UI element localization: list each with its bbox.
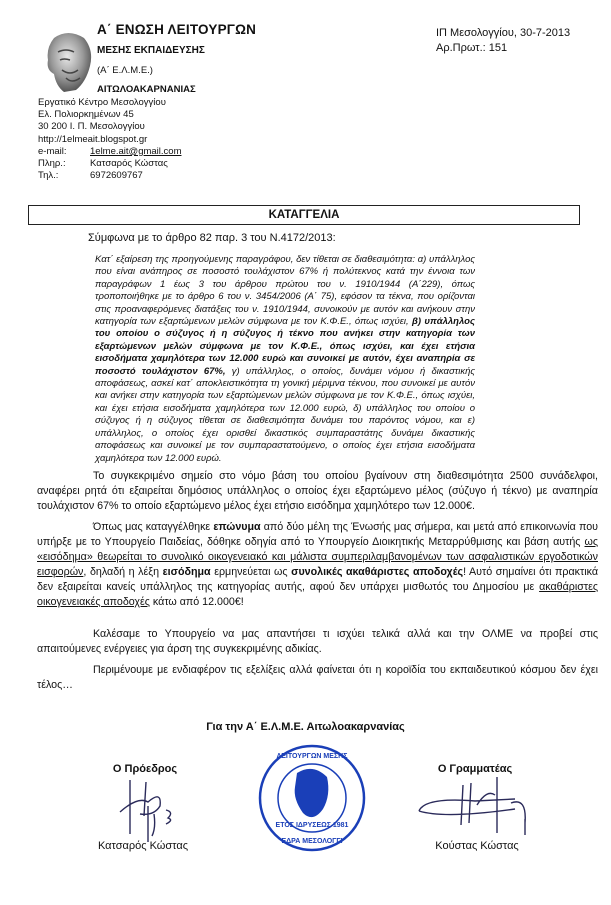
contact-email — [38, 146, 181, 158]
paragraph-text: Καλέσαμε το Υπουργείο να μας απαντήσει τι ισχύει τελικά αλλά και την ΟΛΜΕ να προβεί στις απαιτούμενες ενέργειες για άρση της συγκεκριμένης αδικίας. — [37, 628, 598, 655]
law-quote — [95, 254, 475, 465]
quote-text: Κατ΄ εξαίρεση της προηγούμενης παραγράφου, δεν τίθεται σε διαθεσιμότητα: α) υπάλληλος που είναι ανάπηρος σε ποσοστό τουλάχιστον 67% ή πολύτεκνος κατά την έννοια των παραγράφων 1 έως 3 του άρθρου πρώτου του ν. 1910/1944 (Α΄229), όπως τροποποιήθηκε με το άρθρο 6 του ν. 3454/2006 (Α΄ 75), εφόσον τα τέκνα, που ορίζονται στις προαναφερόμενες διατάξεις του ν. 1910/1944, συνοικούν με αυτόν και ανήκουν στην κατηγορία των εξαρτώμενων μελών σύμφωνα με τον Κ.Φ.Ε., όπως ισχύει, — [95, 254, 475, 328]
svg-text:ΛΕΙΤΟΥΡΓΩΝ ΜΕΣΗΣ: ΛΕΙΤΟΥΡΓΩΝ ΜΕΣΗΣ — [276, 753, 348, 760]
org-region: ΑΙΤΩΛΟΑΚΑΡΝΑΝΙΑΣ — [97, 84, 196, 95]
contact-person — [38, 158, 181, 170]
contact-label: e-mail: — [38, 145, 67, 157]
date-protocol — [436, 26, 570, 56]
paragraph-text: από δύο μέλη της Ένωσής μας σήμερα, και μετά από επικοινωνία που υπήρξε με το Υπουργείο Παιδείας, δόθηκε οδηγία από το Υπουργείο Διοικητικής Μεταρρύθμισης και βάση αυτής — [37, 521, 598, 548]
secretary-role: Ο Γραμματέας — [437, 763, 513, 775]
place-date: ΙΠ Μεσολογγίου, 30-7-2013 — [436, 27, 571, 39]
org-abbreviation: (Α΄ Ε.Λ.Μ.Ε.) — [97, 65, 153, 76]
address-line: 30 200 Ι. Π. Μεσολογγίου — [38, 121, 145, 133]
paragraph-text: , δηλαδή η λέξη — [83, 566, 163, 578]
paragraph-4 — [37, 663, 598, 693]
svg-text:ΕΔΡΑ ΜΕΣΟΛΟΓΓΙ: ΕΔΡΑ ΜΕΣΟΛΟΓΓΙ — [281, 838, 343, 845]
underlined-text: ακαθάριστες οικογενειακές αποδοχές — [37, 581, 598, 608]
president-signature-icon — [118, 776, 188, 844]
president-role: Ο Πρόεδρος — [112, 763, 178, 775]
union-logo-bust-icon — [40, 30, 96, 92]
bold-text: εισόδημα — [162, 566, 211, 578]
secretary-name: Κούστας Κώστας — [435, 840, 519, 852]
address-line: Εργατικό Κέντρο Μεσολογγίου — [38, 97, 166, 108]
paragraph-text: κάτω από 12.000€! — [149, 596, 244, 608]
contact-label: Τηλ.: — [38, 170, 59, 182]
svg-text:ΕΤΟΣ ΙΔΡΥΣΕΩΣ 1981: ΕΤΟΣ ΙΔΡΥΣΕΩΣ 1981 — [275, 822, 349, 829]
bold-text: συνολικές ακαθάριστες αποδοχές — [291, 566, 464, 578]
intro-line: Σύμφωνα με το άρθρο 82 παρ. 3 του Ν.4172/2013: — [88, 232, 336, 244]
paragraph-2 — [37, 520, 598, 610]
quote-bold: β) υπάλληλος του οποίου ο σύζυγος ή η σύζυγος ή τέκνο που ανήκει στην κατηγορία των εξαρτώμενων μελών σύμφωνα με τον Κ.Φ.Ε., όπως ισχύει, και έχει ετήσια εισοδήματα χαμηλότερα των 12.000 ευρώ και συνοικεί με αυτόν, έχει αναπηρία σε ποσοστό τουλάχιστον 67%, — [95, 316, 475, 377]
document-title: ΚΑΤΑΓΓΕΛΙΑ — [28, 205, 580, 225]
paragraph-text: Περιμένουμε με ενδιαφέρον τις εξελίξεις αλλά φαίνεται ότι η κοροϊδία του εκπαιδευτικού κόσμου δεν έχει τέλος… — [37, 664, 598, 691]
underlined-text: ως «εισόδημα» θεωρείται το συνολικό οικογενειακό και μάλιστα συμπεριλαμβανομένων των ασφαλιστικών εργοδοτικών εισφορών — [37, 536, 598, 578]
contact-label: Πληρ.: — [38, 158, 66, 170]
blog-link[interactable]: http://1elmeait.blogspot.gr — [38, 133, 148, 145]
paragraph-3 — [37, 627, 598, 657]
org-name: Α΄ ΕΝΩΣΗ ΛΕΙΤΟΥΡΓΩΝ — [97, 22, 257, 37]
president-name: Κατσαρός Κώστας — [97, 840, 189, 852]
paragraph-text: ερμηνεύεται ως — [210, 566, 292, 578]
quote-text: γ) υπάλληλος, ο οποίος, δυνάμει νόμου ή δικαστικής αποφάσεως, ασκεί κατ΄ αποκλειστικότητα τη γονική μέριμνα τέκνου, που συνοικεί με αυτόν και ανήκει στην κατηγορία των εξαρτώμενων μελών σύμφωνα με τον Κ.Φ.Ε., όπως ισχύει, και έχει ετήσια εισοδήματα χαμηλότερα των 12.000 ευρώ, δ) υπάλληλος του οποίου ο σύζυγος ή η σύζυγος τίθεται σε διαθεσιμότητα δυνάμει του παρόντος νόμου, και ε) υπάλληλος, ο οποίος έχει ορισθεί δικαστικός συμπαραστάτης δυνάμει δικαστικής αποφάσεως και συνοικεί με τον συμπαραστατούμενο, ο οποίος έχει ετήσια εισοδήματα χαμηλότερα των 12.000 ευρώ. — [95, 365, 475, 464]
address-line: Ελ. Πολιορκημένων 45 — [38, 109, 134, 121]
protocol-number: Αρ.Πρωτ.: 151 — [436, 42, 508, 54]
contact-phone — [38, 170, 181, 182]
bold-text: επώνυμα — [213, 521, 261, 533]
signature-heading: Για την Α΄ Ε.Λ.Μ.Ε. Αιτωλοακαρνανίας — [206, 721, 405, 733]
paragraph-1 — [37, 469, 598, 514]
org-subtitle: ΜΕΣΗΣ ΕΚΠΑΙΔΕΥΣΗΣ — [97, 45, 205, 56]
paragraph-text: Το συγκεκριμένο σημείο στο νόμο βάση του οποίου βγαίνουν στη διαθεσιμότητα 2500 συνάδελφοι, αναφέρει ρητά ότι εξαιρείται δημόσιος υπάλληλος ο οποίος έχει εξαρτώμενο μέλος (σύζυγο ή τέκνο) με αναπηρία τουλάχιστον 67% το οποίο εξαρτώμενο μέλος έχει ετήσιο εισόδημα χαμηλότερο των 12.000€. — [37, 470, 598, 512]
email-link[interactable]: 1elme.ait@gmail.com — [90, 145, 182, 157]
address-block — [38, 97, 181, 182]
paragraph-text: ! Αυτό σημαίνει ότι πρακτικά δεν εξαιρείται κανείς υπάλληλος της κατηγορίας αυτής, αφού δεν υπάρχει μισθωτός του Δημοσίου με — [37, 566, 598, 593]
contact-value: Κατσαρός Κώστας — [90, 158, 168, 170]
union-stamp-icon — [257, 743, 367, 853]
contact-value: 6972609767 — [90, 170, 143, 182]
paragraph-text: Όπως μας καταγγέλθηκε — [93, 521, 214, 533]
secretary-signature-icon — [415, 775, 545, 837]
